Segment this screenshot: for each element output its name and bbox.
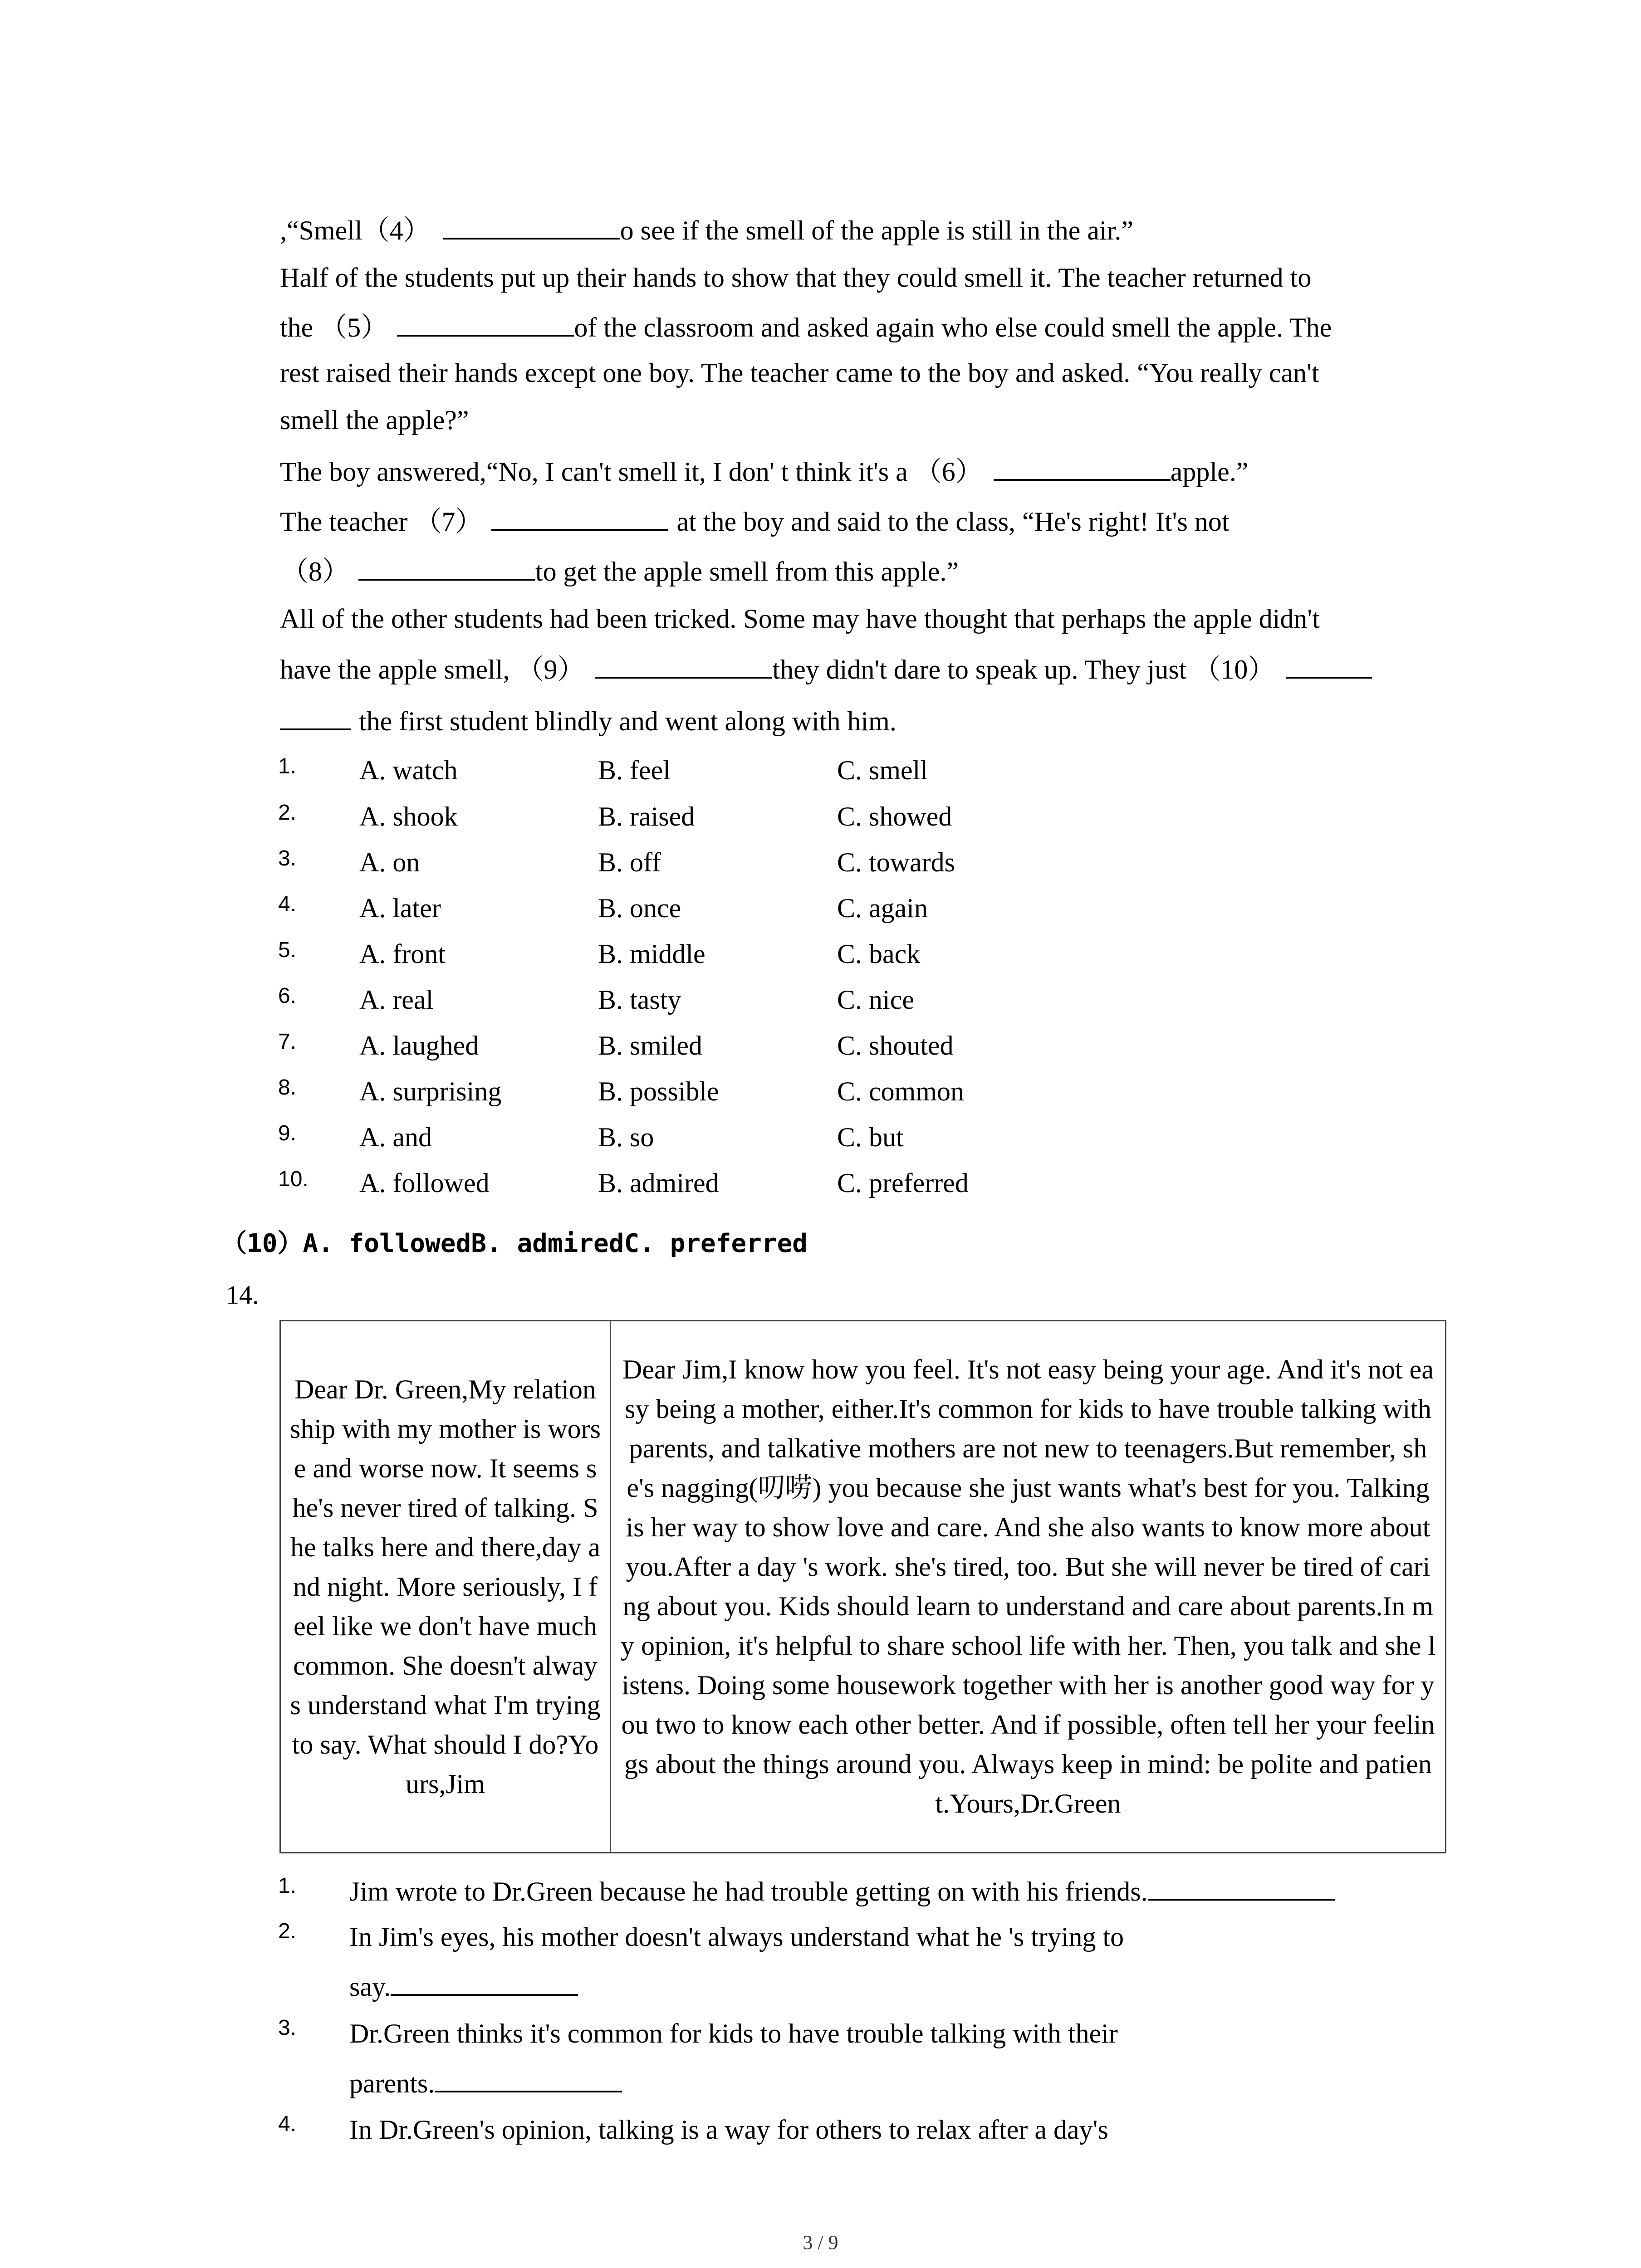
statement-line: In Dr.Green's opinion, talking is a way for others to relax after a day's xyxy=(349,2115,1108,2145)
statement-text xyxy=(349,1878,1335,1905)
option-b[interactable]: B. off xyxy=(598,847,661,877)
option-a[interactable]: A. front xyxy=(359,939,446,969)
option-number: 9. xyxy=(278,1121,297,1145)
option-a[interactable]: A. shook xyxy=(359,802,458,831)
passage-line-6 xyxy=(280,458,1248,485)
letter-from-jim: Dear Dr. Green,My relationship with my mother is worse and worse now. It seems she's never tired of talking. She talks here and there,day and night. More seriously, I feel like we don't have much common. She doesn't always understand what I'm trying to say. What should I do?Yours,Jim xyxy=(280,1321,611,1853)
option-c[interactable]: C. towards xyxy=(837,847,955,877)
option-number: 7. xyxy=(278,1030,297,1054)
statement-line: parents. xyxy=(349,2068,435,2098)
passage-text: （8） xyxy=(281,557,349,587)
statement-text xyxy=(349,2020,1118,2047)
answer-blank-9[interactable] xyxy=(595,657,772,679)
option-number: 4. xyxy=(278,892,297,916)
option-c[interactable]: C. nice xyxy=(837,985,914,1015)
passage-line-1 xyxy=(280,217,1133,244)
option-c[interactable]: C. but xyxy=(837,1122,904,1152)
option-c[interactable]: C. shouted xyxy=(837,1031,954,1061)
option-a[interactable]: A. real xyxy=(359,985,434,1015)
answer-blank[interactable] xyxy=(1148,1879,1335,1901)
passage-text: ,“Smell（4） xyxy=(280,215,431,245)
answer-blank-6[interactable] xyxy=(994,459,1171,481)
passage-line-8 xyxy=(281,558,959,585)
statement-number: 1. xyxy=(278,1874,297,1898)
answer-blank[interactable] xyxy=(435,2071,622,2092)
option-b[interactable]: B. so xyxy=(598,1122,654,1152)
passage-line-7 xyxy=(280,508,1230,535)
statement-text xyxy=(349,1923,1124,1950)
passage-text: of the classroom and asked again who else could smell the apple. The xyxy=(574,313,1332,342)
answer-blank-10a[interactable] xyxy=(1286,657,1372,679)
option-number: 5. xyxy=(278,938,297,962)
answer-blank[interactable] xyxy=(391,1974,578,1996)
passage-text: the （5） xyxy=(280,313,388,342)
statement-number: 3. xyxy=(278,2016,297,2040)
statement-text-continued xyxy=(349,2070,622,2097)
answer-blank-4[interactable] xyxy=(443,218,620,240)
statement-line: Dr.Green thinks it's common for kids to have trouble talking with their xyxy=(349,2019,1118,2048)
passage-line-3 xyxy=(280,314,1332,341)
passage-text: The boy answered,“No, I can't smell it, I don' t think it's a （6） xyxy=(280,457,983,487)
statement-line: Jim wrote to Dr.Green because he had trouble getting on with his friends. xyxy=(349,1877,1148,1906)
passage-text: the first student blindly and went along with him. xyxy=(359,706,896,736)
letters-table xyxy=(279,1320,1446,1853)
option-a[interactable]: A. on xyxy=(359,847,420,877)
passage-line-4: rest raised their hands except one boy. The teacher came to the boy and asked. “You really can't xyxy=(280,358,1319,388)
statement-number: 4. xyxy=(278,2112,297,2136)
passage-text: they didn't dare to speak up. They just （10） xyxy=(772,655,1275,684)
option-b[interactable]: B. raised xyxy=(598,802,695,831)
answer-blank-8[interactable] xyxy=(358,559,535,581)
option-number: 8. xyxy=(278,1075,297,1100)
option-a[interactable]: A. followed xyxy=(359,1168,490,1198)
option-c[interactable]: C. showed xyxy=(837,802,952,831)
passage-text: o see if the smell of the apple is still in the air.” xyxy=(620,215,1134,245)
option-b[interactable]: B. middle xyxy=(598,939,705,969)
passage-text: have the apple smell, （9） xyxy=(280,655,585,684)
statement-line: In Jim's eyes, his mother doesn't always understand what he 's trying to xyxy=(349,1922,1124,1952)
passage-line-2: Half of the students put up their hands to show that they could smell it. The teacher returned to xyxy=(280,263,1312,293)
question-10-heading: （10）A. followedB. admiredC. preferred xyxy=(221,1229,808,1258)
letter-from-dr-green: Dear Jim,I know how you feel. It's not easy being your age. And it's not easy being a mother, either.It's common for kids to have trouble talking with parents, and talkative mothers are not new to teenagers.But remember, she's nagging(叨唠) you because she just wants what's best for you. Talking is her way to show love and care. And she also wants to know more about you.After a day 's work. she's tired, too. But she will never be tired of caring about you. Kids should learn to understand and care about parents.In my opinion, it's helpful to share school life with her. Then, you talk and she listens. Doing some housework together with her is another good way for you two to know each other better. And if possible, often tell her your feelings about the things around you. Always keep in mind: be polite and patient.Yours,Dr.Green xyxy=(611,1321,1446,1853)
question-number-14: 14. xyxy=(226,1280,259,1310)
answer-blank-5[interactable] xyxy=(397,315,574,337)
passage-text: to get the apple smell from this apple.” xyxy=(535,557,959,587)
option-c[interactable]: C. preferred xyxy=(837,1168,969,1198)
passage-line-11 xyxy=(280,708,896,735)
statement-number: 2. xyxy=(278,1919,297,1943)
option-c[interactable]: C. common xyxy=(837,1076,964,1106)
option-c[interactable]: C. back xyxy=(837,939,921,969)
passage-line-10 xyxy=(280,656,1372,683)
option-c[interactable]: C. smell xyxy=(837,755,928,785)
option-number: 10. xyxy=(278,1167,309,1191)
option-number: 1. xyxy=(278,754,297,778)
statement-line: say. xyxy=(349,1972,391,2002)
option-b[interactable]: B. smiled xyxy=(598,1031,703,1061)
option-b[interactable]: B. feel xyxy=(598,755,671,785)
option-b[interactable]: B. possible xyxy=(598,1076,719,1106)
passage-line-9: All of the other students had been tricked. Some may have thought that perhaps the apple didn't xyxy=(280,604,1320,634)
option-a[interactable]: A. surprising xyxy=(359,1076,502,1106)
option-b[interactable]: B. once xyxy=(598,893,681,923)
option-number: 2. xyxy=(278,801,297,825)
answer-blank-7[interactable] xyxy=(491,509,668,531)
statement-text xyxy=(349,2116,1108,2143)
option-c[interactable]: C. again xyxy=(837,893,928,923)
option-number: 3. xyxy=(278,846,297,870)
passage-text: apple.” xyxy=(1170,457,1249,487)
answer-blank-10b[interactable] xyxy=(280,709,351,730)
option-b[interactable]: B. admired xyxy=(598,1168,719,1198)
option-a[interactable]: A. and xyxy=(359,1122,432,1152)
option-a[interactable]: A. laughed xyxy=(359,1031,479,1061)
passage-line-5: smell the apple?” xyxy=(280,405,469,435)
page-number: 3 / 9 xyxy=(803,2231,838,2253)
passage-text: The teacher （7） xyxy=(280,507,483,537)
passage-text: at the boy and said to the class, “He's right! It's not xyxy=(676,507,1230,537)
option-a[interactable]: A. watch xyxy=(359,755,458,785)
option-a[interactable]: A. later xyxy=(359,893,441,923)
option-b[interactable]: B. tasty xyxy=(598,985,681,1015)
option-number: 6. xyxy=(278,984,297,1008)
statement-text-continued xyxy=(349,1973,578,2000)
